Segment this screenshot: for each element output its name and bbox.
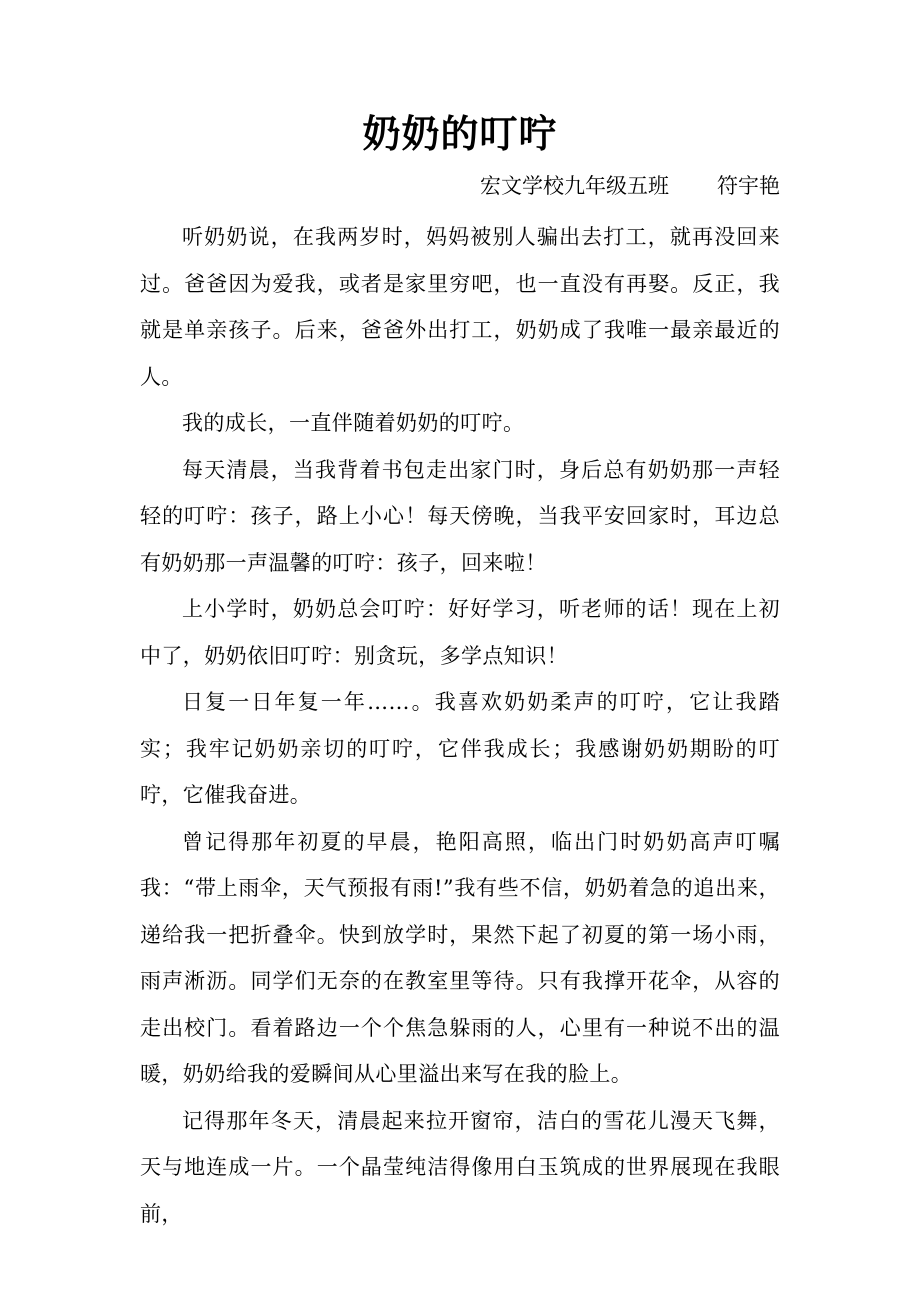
- author-school: 宏文学校九年级五班: [480, 174, 669, 198]
- paragraph: 记得那年冬天，清晨起来拉开窗帘，洁白的雪花儿漫天飞舞，天与地连成一片。一个晶莹纯洁得像用白玉筑成的世界展现在我眼前，: [140, 1108, 780, 1226]
- paragraph: 我的成长，一直伴随着奶奶的叮咛。: [182, 411, 525, 435]
- paragraph: 上小学时，奶奶总会叮咛：好好学习，听老师的话！现在上初中了，奶奶依旧叮咛：别贪玩，多学点知识！: [140, 597, 780, 668]
- paragraph: 日复一日年复一年……。我喜欢奶奶柔声的叮咛，它让我踏实；我牢记奶奶亲切的叮咛，它伴我成长；我感谢奶奶期盼的叮咛，它催我奋进。: [140, 690, 780, 807]
- paragraph: 曾记得那年初夏的早晨，艳阳高照，临出门时奶奶高声叮嘱我：“带上雨伞，天气预报有雨!”我有些不信，奶奶着急的追出来，递给我一把折叠伞。快到放学时，果然下起了初夏的第一场小雨，雨声淅沥。同学们无奈的在教室里等待。只有我撑开花伞，从容的走出校门。看着路边一个个焦急躲雨的人，心里有一种说不出的温暖，奶奶给我的爱瞬间从心里溢出来写在我的脸上。: [140, 829, 780, 1086]
- document-title: 奶奶的叮咛: [362, 112, 558, 156]
- author-byline: [140, 168, 780, 204]
- paragraph: 每天清晨，当我背着书包走出家门时，身后总有奶奶那一声轻轻的叮咛：孩子，路上小心！每天傍晚，当我平安回家时，耳边总有奶奶那一声温馨的叮咛：孩子，回来啦！: [140, 457, 780, 575]
- author-name: 符宇艳: [717, 174, 780, 198]
- paragraph: 听奶奶说，在我两岁时，妈妈被别人骗出去打工，就再没回来过。爸爸因为爱我，或者是家里穷吧，也一直没有再娶。反正，我就是单亲孩子。后来，爸爸外出打工，奶奶成了我唯一最亲最近的人。: [140, 225, 780, 389]
- essay-body: [140, 214, 780, 1237]
